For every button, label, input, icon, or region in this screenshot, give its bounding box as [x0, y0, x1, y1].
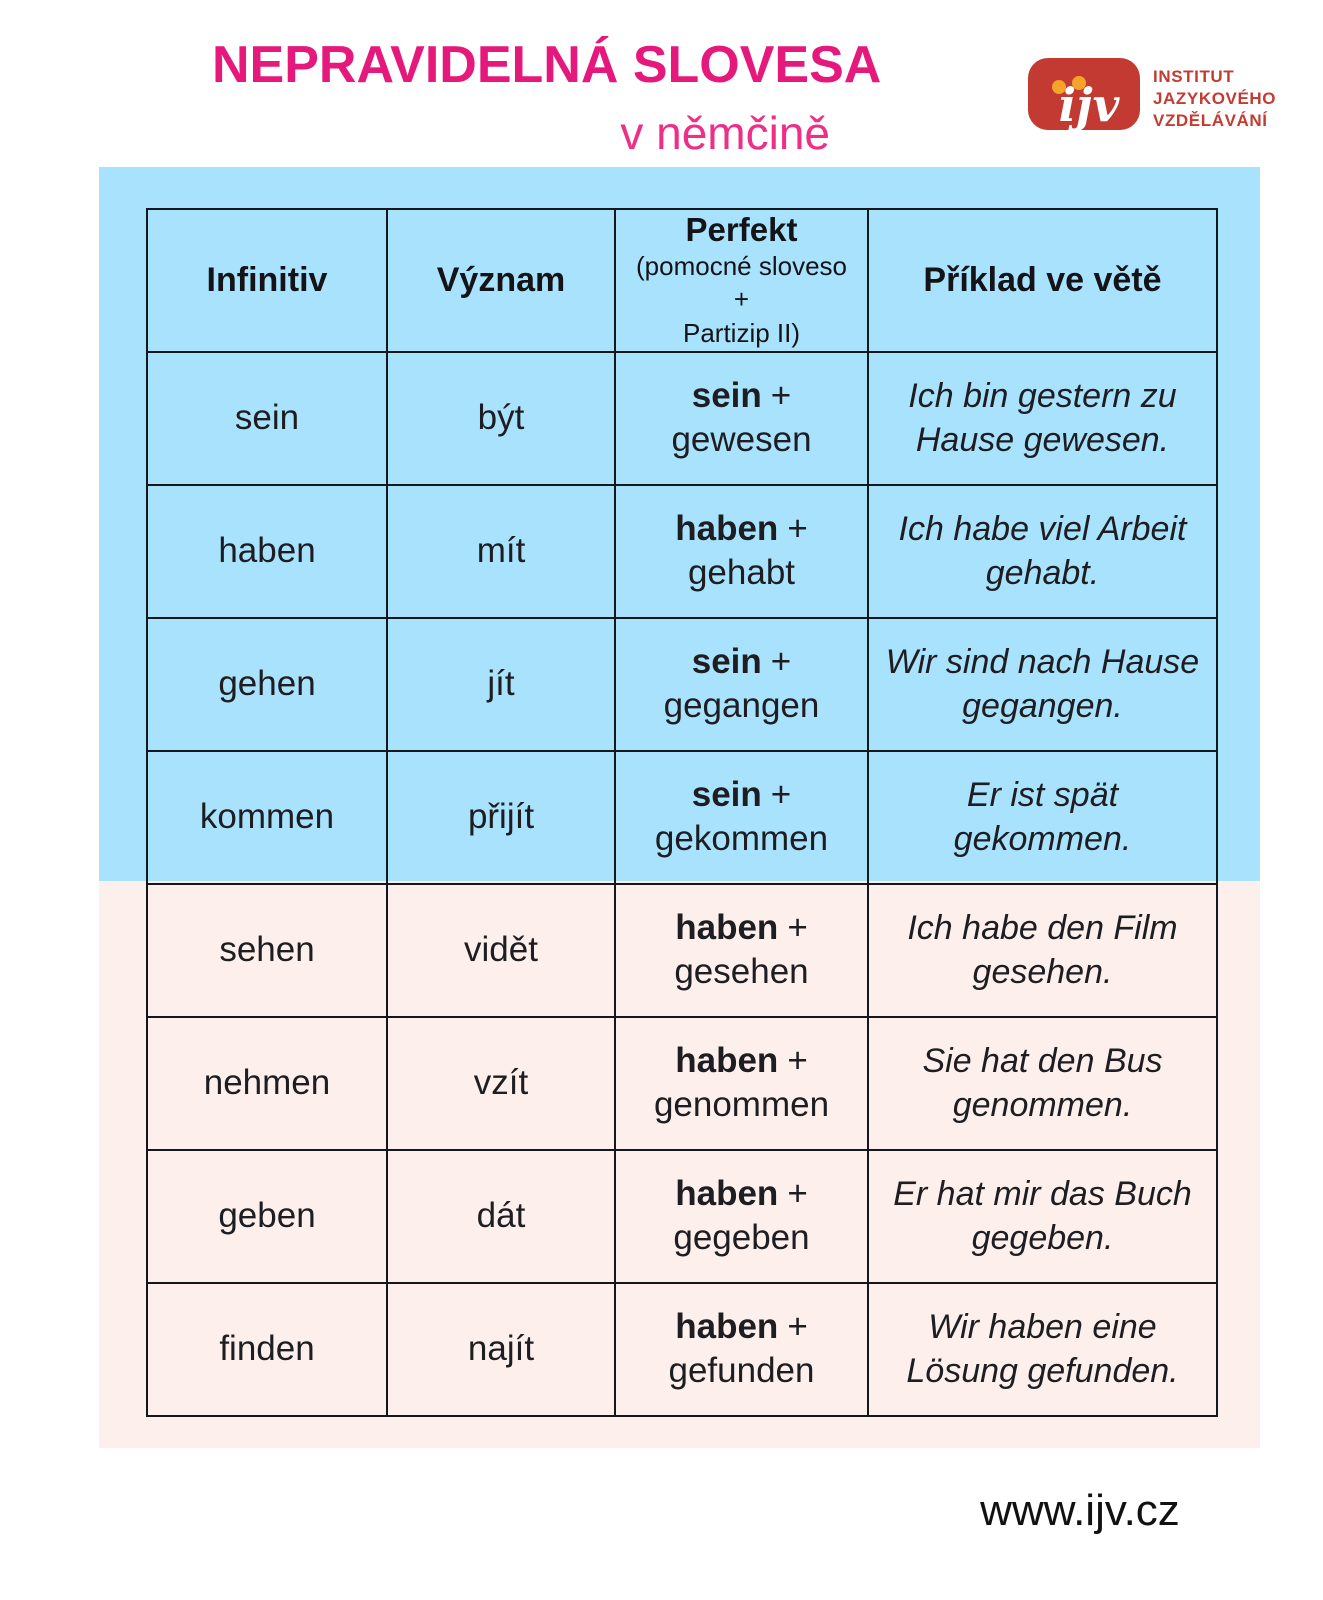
ijv-logo-icon: [1028, 58, 1140, 130]
cell-perfekt: [615, 751, 868, 884]
cell-perfekt: [615, 1150, 868, 1283]
website-link[interactable]: www.ijv.cz: [980, 1486, 1180, 1535]
perfekt-aux: haben: [675, 1173, 779, 1213]
table-row: [147, 352, 1217, 485]
column-header-vyznam: Význam: [387, 209, 615, 352]
cell-perfekt: [615, 1283, 868, 1416]
perfekt-aux: haben: [675, 1040, 779, 1080]
cell-example: Ich habe den Film gesehen.: [868, 884, 1217, 1017]
perfekt-aux: sein: [691, 641, 762, 681]
cell-perfekt: [615, 1017, 868, 1150]
cell-vyznam: být: [387, 352, 615, 485]
logo-org-line: INSTITUT: [1153, 67, 1235, 86]
column-header-priklad: Příklad ve větě: [868, 209, 1217, 352]
table-panel: [99, 167, 1260, 1448]
plus-sign: +: [787, 508, 808, 548]
logo-org-line: VZDĚLÁVÁNÍ: [1153, 110, 1268, 130]
table-row: [147, 751, 1217, 884]
logo-org-line: JAZYKOVÉHO: [1153, 88, 1277, 108]
logo-monogram: ijv: [1058, 78, 1120, 132]
cell-perfekt: [615, 884, 868, 1017]
cell-vyznam: vidět: [387, 884, 615, 1017]
plus-sign: +: [787, 1306, 808, 1346]
cell-vyznam: dát: [387, 1150, 615, 1283]
perfekt-aux: sein: [691, 774, 762, 814]
page-subtitle: v němčině: [620, 106, 830, 159]
cell-infinitiv: haben: [147, 485, 387, 618]
table-row: [147, 1283, 1217, 1416]
perfekt-partizip: gewesen: [671, 420, 812, 460]
page-title: NEPRAVIDELNÁ SLOVESA: [212, 36, 882, 94]
plus-sign: +: [787, 907, 808, 947]
cell-vyznam: mít: [387, 485, 615, 618]
perfekt-aux: haben: [675, 1306, 779, 1346]
plus-sign: +: [770, 375, 792, 415]
perfekt-partizip: gekommen: [654, 819, 829, 859]
header: [212, 36, 882, 160]
table-row: [147, 485, 1217, 618]
cell-example: Er ist spät gekommen.: [868, 751, 1217, 884]
column-header-infinitiv: Infinitiv: [147, 209, 387, 352]
cell-infinitiv: kommen: [147, 751, 387, 884]
cell-infinitiv: sein: [147, 352, 387, 485]
table-row: [147, 1017, 1217, 1150]
ijv-logo: [1028, 58, 1276, 131]
logo-org-name: [1153, 66, 1276, 131]
plus-sign: +: [770, 641, 792, 681]
plus-sign: +: [787, 1040, 808, 1080]
cell-vyznam: jít: [387, 618, 615, 751]
perfekt-partizip: gegeben: [673, 1218, 810, 1258]
plus-sign: +: [787, 1173, 808, 1213]
irregular-verbs-table: [146, 208, 1218, 1417]
cell-example: Ich bin gestern zu Hause gewesen.: [868, 352, 1217, 485]
cell-vyznam: vzít: [387, 1017, 615, 1150]
perfekt-aux: sein: [691, 375, 762, 415]
perfekt-partizip: genommen: [653, 1085, 830, 1125]
plus-sign: +: [770, 774, 792, 814]
cell-perfekt: [615, 485, 868, 618]
perfekt-aux: haben: [675, 508, 779, 548]
table-row: [147, 1150, 1217, 1283]
cell-example: Wir sind nach Hause gegangen.: [868, 618, 1217, 751]
cell-perfekt: [615, 618, 868, 751]
perfekt-header-sub: Partizip II): [682, 318, 801, 349]
cell-vyznam: přijít: [387, 751, 615, 884]
perfekt-header-sub: (pomocné sloveso +: [636, 250, 847, 315]
perfekt-partizip: gehabt: [687, 553, 796, 593]
cell-infinitiv: geben: [147, 1150, 387, 1283]
cell-example: Wir haben eine Lösung gefunden.: [868, 1283, 1217, 1416]
cell-example: Ich habe viel Arbeit gehabt.: [868, 485, 1217, 618]
cell-vyznam: najít: [387, 1283, 615, 1416]
cell-example: Er hat mir das Buch gegeben.: [868, 1150, 1217, 1283]
cell-infinitiv: finden: [147, 1283, 387, 1416]
perfekt-partizip: gefunden: [668, 1351, 815, 1391]
cell-example: Sie hat den Bus genommen.: [868, 1017, 1217, 1150]
cell-infinitiv: gehen: [147, 618, 387, 751]
cell-infinitiv: sehen: [147, 884, 387, 1017]
perfekt-partizip: gesehen: [674, 952, 809, 992]
perfekt-header-title: Perfekt: [685, 211, 798, 248]
perfekt-partizip: gegangen: [663, 686, 820, 726]
cell-infinitiv: nehmen: [147, 1017, 387, 1150]
table-header-row: [147, 209, 1217, 352]
table-row: [147, 618, 1217, 751]
column-header-perfekt: [615, 209, 868, 352]
cell-perfekt: [615, 352, 868, 485]
perfekt-aux: haben: [675, 907, 779, 947]
table-row: [147, 884, 1217, 1017]
